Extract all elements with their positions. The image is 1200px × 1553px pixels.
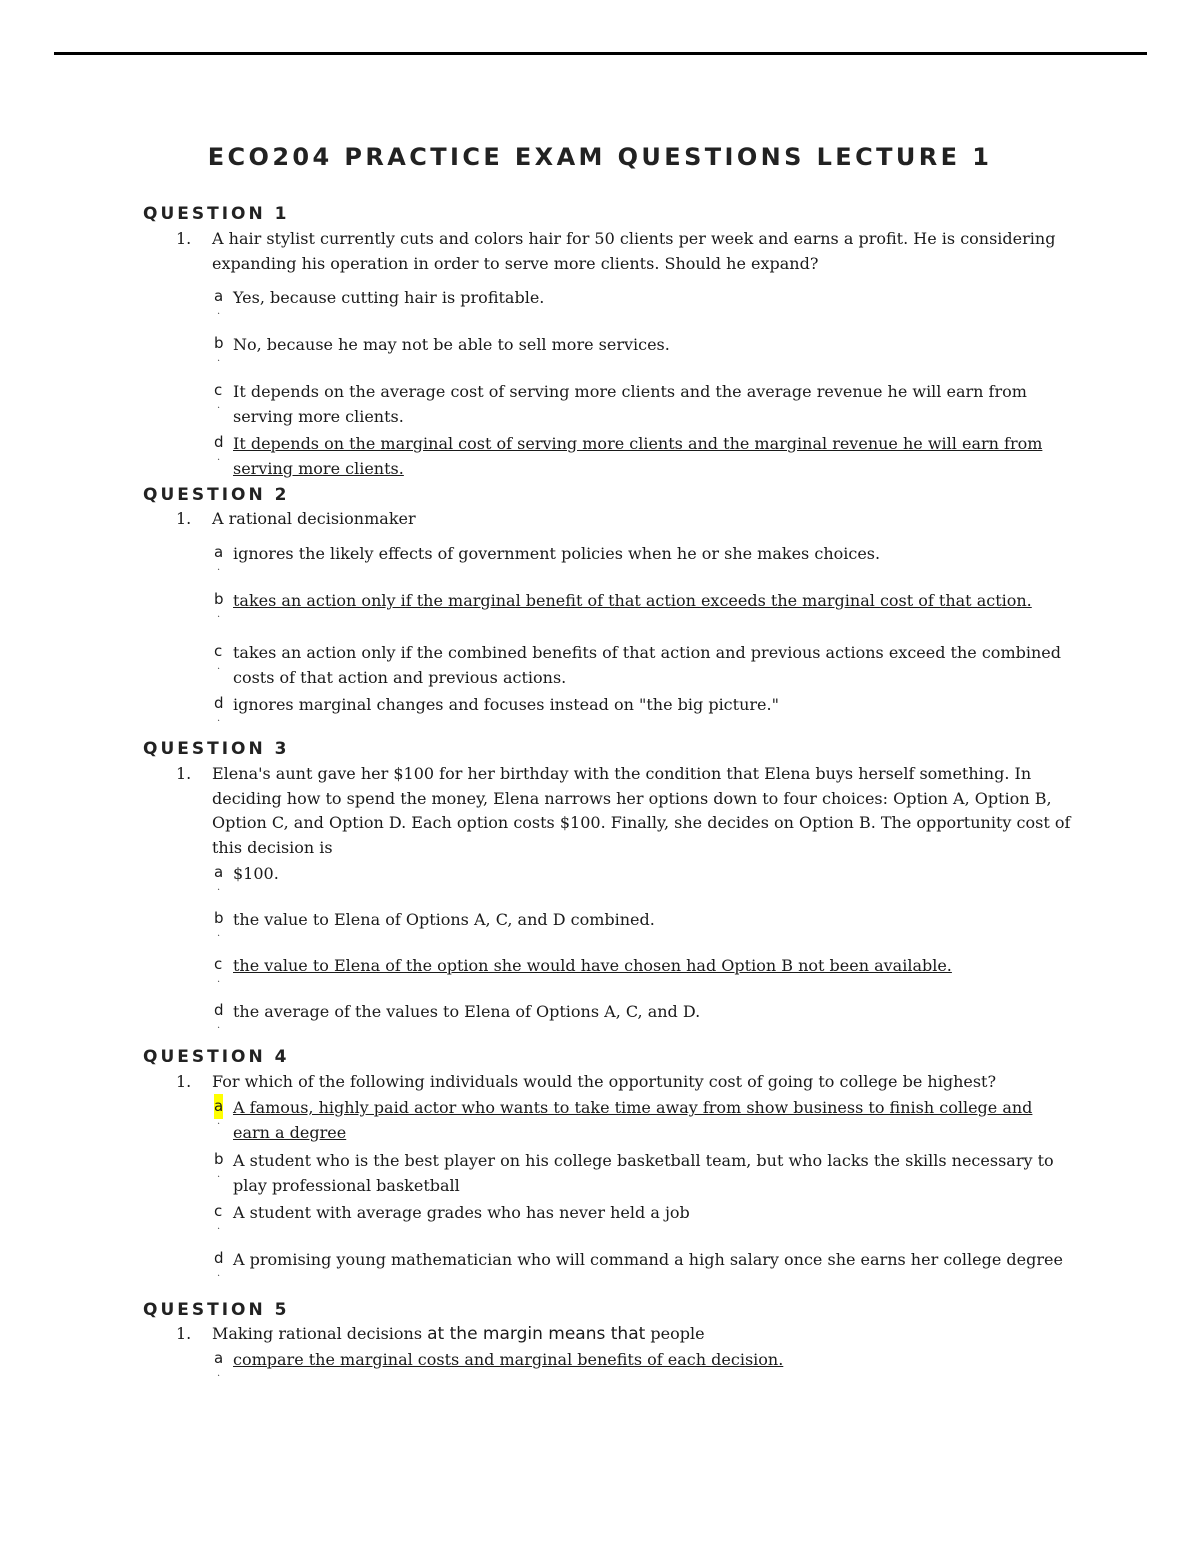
question-3-option-b xyxy=(214,908,1074,942)
question-1-option-b xyxy=(214,333,1074,367)
question-1-option-a xyxy=(214,286,1074,320)
option-text-correct: A famous, highly paid actor who wants to take time away from show business to finish college and earn a degree xyxy=(233,1098,1033,1142)
question-5-option-a xyxy=(214,1348,1074,1382)
option-text: It depends on the average cost of serving more clients and the average revenue he will earn from serving more clients. xyxy=(233,382,1027,426)
question-4-option-d xyxy=(214,1248,1074,1282)
option-text: $100. xyxy=(233,864,279,883)
question-4-heading: QUESTION 4 xyxy=(143,1047,290,1067)
option-letter: c xyxy=(214,642,223,660)
option-dot: · xyxy=(217,309,221,320)
question-1-stem xyxy=(176,227,1076,276)
question-2-heading: QUESTION 2 xyxy=(143,485,290,505)
question-3-option-d xyxy=(214,1000,1074,1034)
question-text: A rational decisionmaker xyxy=(212,509,416,528)
question-number: 1. xyxy=(176,764,192,783)
option-dot: · xyxy=(217,1371,221,1382)
question-number: 1. xyxy=(176,509,192,528)
option-dot: · xyxy=(217,664,221,675)
option-text: takes an action only if the combined benefits of that action and previous actions exceed the combined costs of that action and previous actions. xyxy=(233,643,1061,687)
option-dot: · xyxy=(217,1119,221,1130)
option-letter: d xyxy=(214,1249,224,1267)
option-text: the average of the values to Elena of Options A, C, and D. xyxy=(233,1002,701,1021)
question-3-option-a xyxy=(214,862,1074,896)
option-letter: b xyxy=(214,909,224,927)
option-text: Yes, because cutting hair is profitable. xyxy=(233,288,545,307)
option-text-correct: It depends on the marginal cost of serving more clients and the marginal revenue he will earn from serving more clients. xyxy=(233,434,1043,478)
question-2-option-c xyxy=(214,641,1074,690)
question-3-stem xyxy=(176,762,1076,860)
option-dot: · xyxy=(217,1224,221,1235)
option-dot: · xyxy=(217,931,221,942)
option-letter: a xyxy=(214,543,224,561)
option-dot: · xyxy=(217,565,221,576)
option-text: ignores marginal changes and focuses instead on "the big picture." xyxy=(233,695,779,714)
option-letter: d xyxy=(214,433,224,451)
option-dot: · xyxy=(217,1023,221,1034)
question-text-part-sans: at the margin means that xyxy=(427,1324,646,1344)
question-2-option-d xyxy=(214,693,1074,727)
option-text-correct: takes an action only if the marginal benefit of that action exceeds the marginal cost of that action. xyxy=(233,591,1032,610)
question-text xyxy=(212,1322,1076,1347)
question-text-part: Making rational decisions xyxy=(212,1324,428,1343)
question-1-option-c xyxy=(214,380,1074,429)
option-text: A student with average grades who has never held a job xyxy=(233,1203,690,1222)
option-text-correct: the value to Elena of the option she would have chosen had Option B not been available. xyxy=(233,956,952,975)
question-1-heading: QUESTION 1 xyxy=(143,204,290,224)
option-letter-highlighted: a xyxy=(214,1094,223,1119)
question-text: Elena's aunt gave her $100 for her birthday with the condition that Elena buys herself something. In deciding how to spend the money, Elena narrows her options down to four choices: Option A, Option B, Option C, and Option D. Each option costs $100. Finally, she decides on Option B. The opportunity cost of this decision is xyxy=(212,764,1071,857)
question-text: For which of the following individuals would the opportunity cost of going to college be highest? xyxy=(212,1072,997,1091)
question-2-stem xyxy=(176,507,1076,532)
question-4-option-c xyxy=(214,1201,1074,1235)
option-letter: b xyxy=(214,1150,224,1168)
option-text: the value to Elena of Options A, C, and D combined. xyxy=(233,910,655,929)
option-text: A promising young mathematician who will command a high salary once she earns her college degree xyxy=(233,1250,1063,1269)
question-4-option-b xyxy=(214,1149,1074,1198)
question-number: 1. xyxy=(176,229,192,248)
question-3-heading: QUESTION 3 xyxy=(143,739,290,759)
option-dot: · xyxy=(217,612,221,623)
question-5-stem xyxy=(176,1322,1076,1347)
question-2-option-a xyxy=(214,542,1074,576)
question-3-option-c xyxy=(214,954,1074,988)
option-letter: a xyxy=(214,1349,224,1367)
question-number: 1. xyxy=(176,1072,192,1091)
option-dot: · xyxy=(217,356,221,367)
option-text: ignores the likely effects of government policies when he or she makes choices. xyxy=(233,544,881,563)
question-text-part: people xyxy=(645,1324,705,1343)
option-text-correct: compare the marginal costs and marginal benefits of each decision. xyxy=(233,1350,784,1369)
question-4-stem xyxy=(176,1070,1076,1095)
question-5-heading: QUESTION 5 xyxy=(143,1300,290,1320)
option-dot: · xyxy=(217,1172,221,1183)
question-2-option-b xyxy=(214,589,1074,623)
option-dot: · xyxy=(217,455,221,466)
option-text: A student who is the best player on his college basketball team, but who lacks the skills necessary to play professional basketball xyxy=(233,1151,1054,1195)
question-1-option-d xyxy=(214,432,1074,481)
option-letter: d xyxy=(214,694,224,712)
question-number: 1. xyxy=(176,1324,192,1343)
option-letter: a xyxy=(214,863,224,881)
option-letter: c xyxy=(214,955,223,973)
question-text: A hair stylist currently cuts and colors hair for 50 clients per week and earns a profit. He is considering expanding his operation in order to serve more clients. Should he expand? xyxy=(212,229,1056,273)
option-letter: a xyxy=(214,287,224,305)
option-letter: b xyxy=(214,590,224,608)
option-dot: · xyxy=(217,403,221,414)
option-dot: · xyxy=(217,716,221,727)
page-title: ECO204 PRACTICE EXAM QUESTIONS LECTURE 1 xyxy=(207,143,993,171)
option-dot: · xyxy=(217,1271,221,1282)
question-4-option-a xyxy=(214,1096,1074,1145)
option-dot: · xyxy=(217,977,221,988)
top-rule xyxy=(54,52,1147,55)
option-letter: c xyxy=(214,1202,223,1220)
option-letter: c xyxy=(214,381,223,399)
option-dot: · xyxy=(217,885,221,896)
option-letter: d xyxy=(214,1001,224,1019)
option-text: No, because he may not be able to sell more services. xyxy=(233,335,670,354)
option-letter: b xyxy=(214,334,224,352)
